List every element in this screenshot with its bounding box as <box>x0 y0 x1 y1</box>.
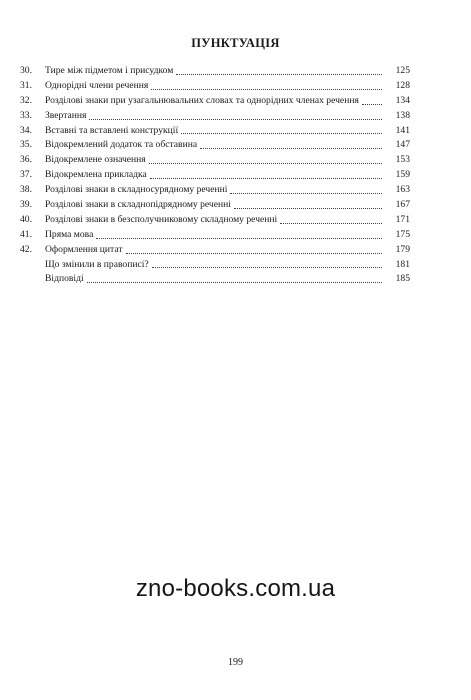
toc-entry <box>20 228 410 243</box>
toc-entry <box>20 153 410 168</box>
toc-entry-page: 138 <box>395 109 410 121</box>
toc-entry-page: 153 <box>395 154 410 166</box>
toc-entry <box>20 79 410 94</box>
toc-entry <box>20 272 410 287</box>
watermark-text: zno-books.com.ua <box>135 575 336 602</box>
toc-entry-number: 30. <box>20 65 32 76</box>
toc-entry <box>20 198 410 213</box>
toc-entry-title: Розділові знаки в складносурядному реченні <box>45 184 228 196</box>
toc-entry-title: Відокремлений додаток та обставина <box>45 139 198 151</box>
toc-entry <box>20 109 410 124</box>
toc-entry-number: 40. <box>20 213 32 225</box>
toc-entry-page: 181 <box>395 258 410 270</box>
toc-entry-page: 175 <box>395 228 410 240</box>
toc-entry-number: 34. <box>20 124 32 136</box>
dot-leader <box>362 103 382 105</box>
toc-entry-page: 125 <box>395 65 410 76</box>
toc-entry-number: 42. <box>20 243 32 255</box>
toc-entry-page: 171 <box>395 213 410 225</box>
page-number: 199 <box>228 657 243 668</box>
toc-entry-number: 39. <box>20 199 32 211</box>
toc-entry-number: 41. <box>20 228 32 240</box>
toc-entry-title: Однорідні члени речення <box>45 79 149 91</box>
toc-entry-number: 37. <box>20 169 32 181</box>
toc-entry-page: 128 <box>395 79 410 91</box>
toc-entry <box>20 213 410 228</box>
toc-entry-title: Відповіді <box>45 273 84 285</box>
toc-entry <box>20 124 410 139</box>
toc-entry-page: 179 <box>395 243 410 255</box>
toc-entry-page: 147 <box>395 139 410 151</box>
toc-entry-title: Розділові знаки в безсполучниковому складному реченні <box>45 213 278 225</box>
toc-entry-number: 32. <box>20 94 32 106</box>
dot-leader <box>230 192 382 194</box>
toc-entry-title: Оформлення цитат <box>45 243 123 255</box>
dot-leader <box>96 237 382 239</box>
toc-entry <box>20 94 410 109</box>
toc-entry <box>20 243 410 258</box>
dot-leader <box>151 88 382 90</box>
toc-entry-page: 167 <box>395 199 410 211</box>
toc-entry-title: Розділові знаки при узагальнювальних словах та однорідних членах речення <box>45 94 359 106</box>
toc-entry-page: 134 <box>395 94 410 106</box>
section-title: ПУНКТУАЦІЯ <box>191 36 280 50</box>
toc-entry-title: Відокремлене означення <box>45 154 146 166</box>
toc-entry-page: 163 <box>395 184 410 196</box>
dot-leader <box>87 281 382 283</box>
toc-entry-number: 36. <box>20 154 32 166</box>
dot-leader <box>152 266 382 268</box>
dot-leader <box>149 162 382 164</box>
toc-entry-title: Вставні та вставлені конструкції <box>45 124 179 136</box>
toc-entry-page: 141 <box>395 124 410 136</box>
dot-leader <box>200 147 382 149</box>
dot-leader <box>150 177 382 179</box>
toc-entry-number: 38. <box>20 184 32 196</box>
dot-leader <box>89 118 382 120</box>
toc-entry <box>20 138 410 153</box>
toc-entry-number: 33. <box>20 109 32 121</box>
dot-leader <box>176 73 382 75</box>
toc-entry-title: Розділові знаки в складнопідрядному реченні <box>45 199 231 211</box>
toc-entry-title: Що змінили в правописі? <box>45 258 149 270</box>
toc-entry <box>20 183 410 198</box>
toc-entry-title: Звертання <box>45 109 87 121</box>
dot-leader <box>126 252 382 254</box>
toc-entry-title: Тире між підметом і присудком <box>45 65 174 76</box>
dot-leader <box>234 207 382 209</box>
toc-entry-page: 185 <box>395 273 410 285</box>
dot-leader <box>280 222 382 224</box>
toc-entry-number: 31. <box>20 79 32 91</box>
dot-leader <box>181 132 382 134</box>
toc-entry <box>20 258 410 273</box>
toc-entry <box>20 64 410 79</box>
toc-entry-number: 35. <box>20 139 32 151</box>
toc-entry-page: 159 <box>395 169 410 181</box>
table-of-contents <box>20 64 410 287</box>
toc-entry-title: Пряма мова <box>45 228 94 240</box>
toc-entry <box>20 168 410 183</box>
toc-entry-title: Відокремлена прикладка <box>45 169 147 181</box>
